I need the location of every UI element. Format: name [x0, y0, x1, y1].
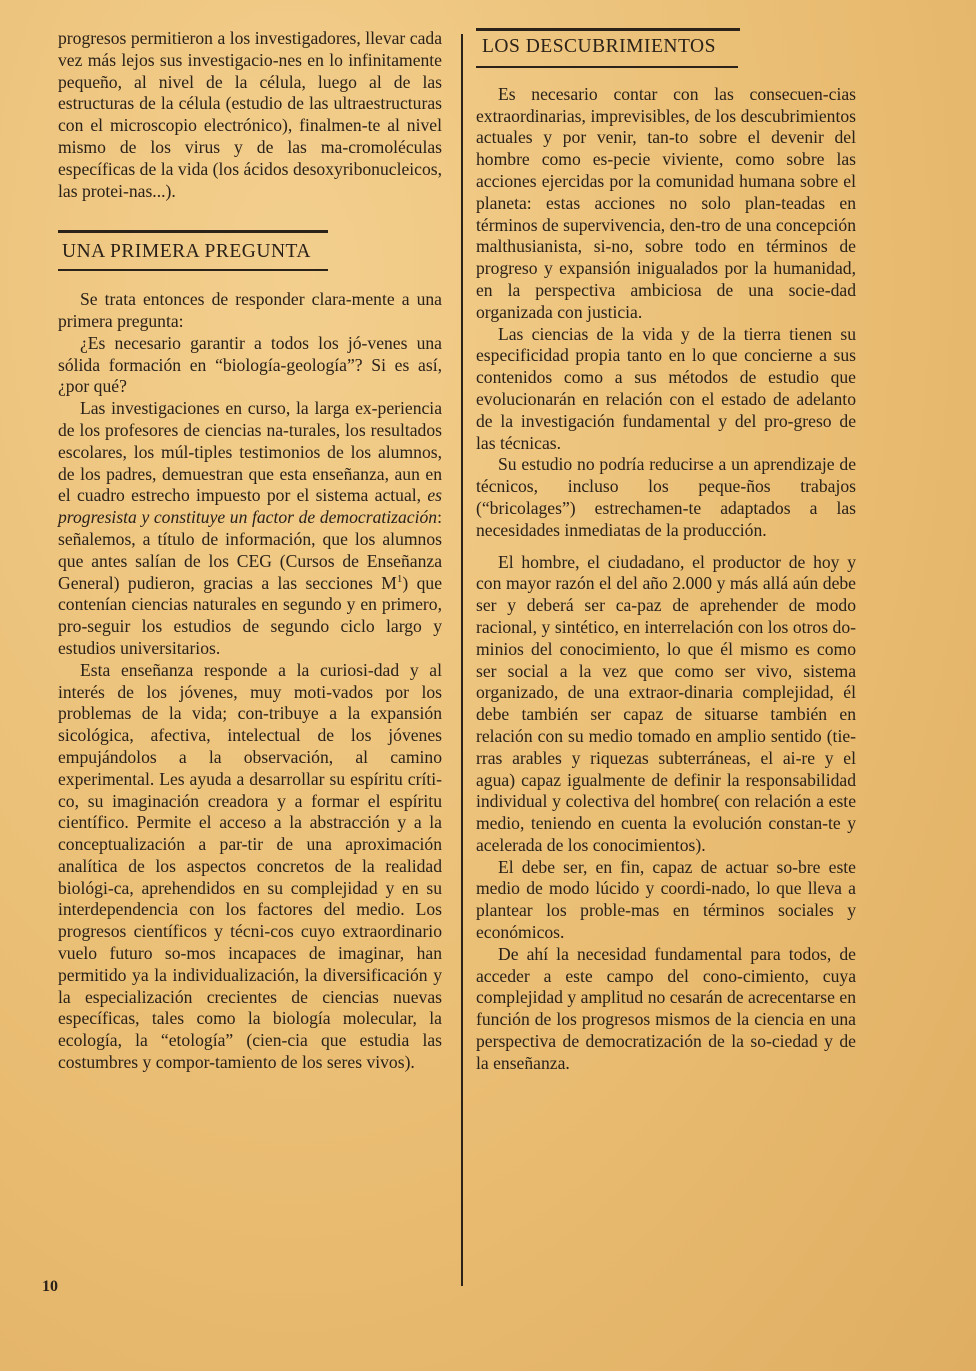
paragraph: De ahí la necesidad fundamental para todos, de acceder a este campo del cono-cimiento, cuya complejidad y amplitud no cesarán de acrecentarse en función de los progresos mismos de la ciencia en una perspectiva de democratización de la so-ciedad y de la enseñanza. [476, 943, 856, 1073]
section-heading-block [58, 230, 442, 271]
paragraph: Se trata entonces de responder clara-mente a una primera pregunta: [58, 289, 442, 331]
superscript: 1 [396, 572, 403, 585]
section-heading-descubrimientos: LOS DESCUBRIMIENTOS [482, 36, 716, 57]
intro-paragraph: progresos permitieron a los investigadores, llevar cada vez más lejos sus investigacio-nes en lo infinitamente pequeño, al nivel de la célula, luego al de las estructuras de la célula (estudio de las ultraestructuras con el microscopio electrónico), finalmen-te al nivel mismo de los virus y de las ma-cromoléculas específicas de la vida (los ácidos desoxyribonucleicos, las protei-nas...). [58, 28, 442, 201]
text-span: ) que contenían ciencias naturales en segundo y en primero, pro-seguir los estudios de segundo ciclo largo y estudios universitarios. [58, 572, 442, 658]
column-divider [461, 34, 463, 1286]
emphasized-text: es progresista y constituye un factor de democratización [58, 485, 442, 528]
paragraph: ¿Es necesario garantir a todos los jó-venes una sólida formación en “biología-geología”? Si es así, ¿por qué? [58, 332, 442, 397]
page-number: 10 [42, 1278, 58, 1295]
heading-rule-bottom [58, 269, 328, 271]
section-heading-block [476, 36, 856, 68]
section-heading-primera-pregunta: UNA PRIMERA PREGUNTA [62, 241, 311, 263]
paragraph: El debe ser, en fin, capaz de actuar so-bre este medio de modo lúcido y coordi-nado, lo que lleva a plantear los proble-mas en términos sociales y económicos. [476, 856, 856, 943]
paragraph [58, 398, 442, 660]
heading-rule-bottom [476, 66, 738, 68]
paragraph: Las ciencias de la vida y de la tierra tienen su especificidad propia tanto en lo que concierne a sus contenidos como a sus métodos de estudio que evolucionarán en relación con el estado de adelanto de la investigación fundamental y del pro-greso de las técnicas. [476, 323, 856, 453]
heading-rule-top [58, 230, 328, 233]
paragraph: Su estudio no podría reducirse a un aprendizaje de técnicos, incluso los peque-ños trabajos (“bricolages”) estrechamen-te adaptados a las necesidades inmediatas de la producción. [476, 454, 856, 540]
paragraph: El hombre, el ciudadano, el productor de hoy y con mayor razón el del año 2.000 y más allá aún debe ser y deberá ser ca-paz de aprehender de modo racional, y sintético, en interrelación con los otros do-minios del conocimiento, lo que él mismo es como ser social a la vez que como ser vivo, sistema organizado, de una extraor-dinaria complejidad, él debe también ser capaz de situarse también en relación con su medio tomado en amplio sentido (tie-rras arables y riquezas subterráneas, el ai-re y el agua) capaz igualmente de definir la responsabilidad individual y colectiva del hombre( con relación a este medio, teniendo en cuenta la evolución constan-te y acelerada de los conocimientos). [476, 551, 856, 855]
right-column [476, 28, 856, 1075]
left-column [58, 28, 442, 1074]
text-span: Las investigaciones en curso, la larga ex-periencia de los profesores de ciencias na-turales, los resultados escolares, los múl-tiples testimonios de los alumnos, de los padres, demuestran que esta enseñanza, aun en el cuadro estrecho impuesto por el sistema actual, [58, 398, 442, 506]
text-span: : señalemos, a título de información, que los alumnos que antes salían de los CEG (Cursos de Enseñanza General) pudieron, gracias a las secciones M [58, 507, 442, 593]
paragraph: Esta enseñanza responde a la curiosi-dad y al interés de los jóvenes, muy moti-vados por los problemas de la vida; con-tribuye a la expansión sicológica, afectiva, intelectual de los jóvenes empujándolos a la observación, al camino experimental. Les ayuda a desarrollar su espíritu críti-co, su imaginación creadora y a formar el espíritu científico. Permite el acceso a la abstracción y a la conceptualización a par-tir de una aproximación analítica de los aspectos concretos de la realidad biológi-ca, aprehendidos en su complejidad y en su interdependencia con los factores del medio. Los progresos científicos y técni-cos cuyo extraordinario vuelo futuro so-mos incapaces de imaginar, han permitido ya la individualización, la diversificación y la especialización crecientes de ciencias nuevas específicas, tales como la biología molecular, la ecología, la “etología” (cien-cia que estudia las costumbres y compor-tamiento de los seres vivos). [58, 659, 442, 1073]
paragraph: Es necesario contar con las consecuen-cias extraordinarias, imprevisibles, de los descubrimientos actuales y por venir, tan-to sobre el devenir del hombre como es-pecie viviente, como sobre las acciones ejercidas por la comunidad humana sobre el planeta: estas acciones no solo plan-teadas en términos de supervivencia, den-tro de una concepción malthusianista, si-no, sobre todo en términos de progreso y expansión inigualados por la humanidad, en la perspectiva ambiciosa de una socie-dad organizada con justicia. [476, 83, 856, 322]
